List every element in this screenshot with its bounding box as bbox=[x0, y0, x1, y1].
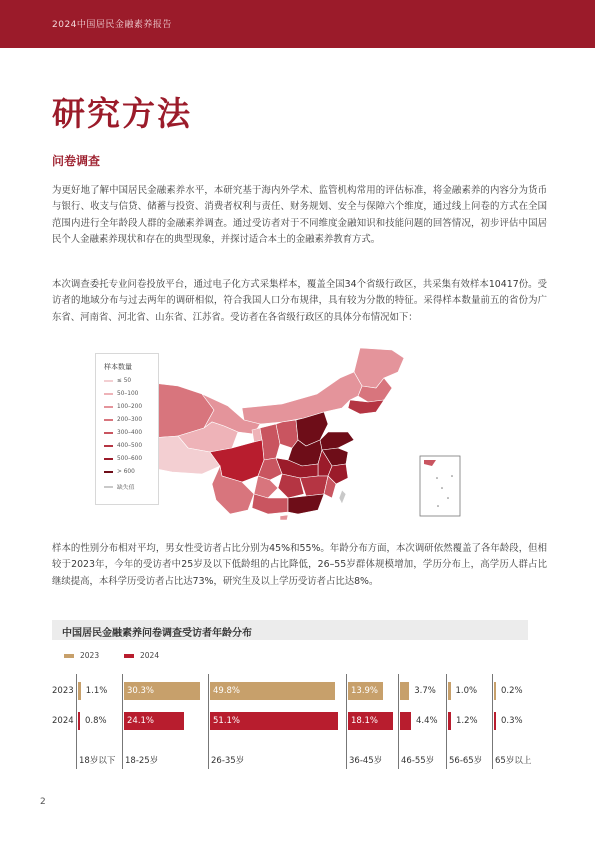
legend-swatch bbox=[104, 471, 113, 473]
row-label-2024: 2024 bbox=[52, 716, 74, 726]
bar-value-label: 0.3% bbox=[501, 716, 523, 726]
legend-item: 缺失值 bbox=[104, 482, 134, 491]
map-legend bbox=[95, 353, 159, 505]
bar-value-label: 4.4% bbox=[416, 716, 438, 726]
map-region-guizhou bbox=[254, 476, 278, 498]
legend-label-2023: 2023 bbox=[80, 651, 100, 660]
legend-item: ≤ 50 bbox=[104, 378, 131, 384]
legend-item: 50–100 bbox=[104, 391, 138, 397]
legend-swatch bbox=[104, 380, 113, 382]
category-separator bbox=[492, 674, 493, 769]
row-label-2023: 2023 bbox=[52, 686, 74, 696]
legend-swatch bbox=[104, 486, 113, 488]
chart-title: 中国居民金融素养问卷调查受访者年龄分布 bbox=[62, 628, 252, 639]
bar-2024-5 bbox=[448, 712, 451, 730]
map-region-heilongjiang bbox=[354, 348, 404, 388]
legend-item: 500–600 bbox=[104, 456, 142, 462]
bar-2023-0 bbox=[78, 682, 81, 700]
legend-swatch-2023 bbox=[64, 654, 74, 658]
map-region-hainan bbox=[280, 515, 288, 520]
bar-2024-0 bbox=[78, 712, 80, 730]
category-separator bbox=[76, 674, 77, 769]
legend-swatch bbox=[104, 419, 113, 421]
bar-2023-5 bbox=[448, 682, 451, 700]
map-region-liaoning bbox=[348, 400, 384, 414]
legend-item: > 600 bbox=[104, 469, 135, 475]
bar-value-label: 30.3% bbox=[127, 686, 155, 696]
category-label: 36-45岁 bbox=[349, 756, 383, 766]
paragraph-intro: 为更好地了解中国居民金融素养水平，本研究基于海内外学术、监管机构常用的评估标准，将金融素养的内容分为货币与银行、收支与信贷、储蓄与投资、消费者权利与责任、财务规划、安全与保障六个维度，通过线上问卷的方式在全国范围内进行全年龄段人群的金融素养调查。通过受访者对于不同维度金融知识和技能问题的回答情况，初步评估中国居民个人金融素养现状和存在的典型现象，并探讨适合本土的金融素养教育方式。 bbox=[52, 185, 547, 246]
bar-value-label: 0.8% bbox=[85, 716, 107, 726]
map-region-jiangxi bbox=[300, 476, 328, 496]
category-separator bbox=[346, 674, 347, 769]
legend-item: 300–400 bbox=[104, 430, 142, 436]
legend-item: 200–300 bbox=[104, 417, 142, 423]
map-region-guangxi bbox=[252, 494, 288, 514]
category-separator bbox=[122, 674, 123, 769]
report-title: 2024中国居民金融素养报告 bbox=[52, 20, 172, 30]
bar-2024-4 bbox=[400, 712, 411, 730]
section-title: 问卷调查 bbox=[52, 154, 101, 168]
legend-item: 100–200 bbox=[104, 404, 142, 410]
category-label: 56-65岁 bbox=[449, 756, 483, 766]
bar-value-label: 13.9% bbox=[351, 686, 379, 696]
paragraph-sampling: 本次调查委托专业问卷投放平台，通过电子化方式采集样本，覆盖全国34个省级行政区，共采集有效样本10417份。受访者的地域分布与过去两年的调研相似，符合我国人口分布规律，具有较为分散的特征。采得样本数量前五的省份为广东省、河南省、河北省、山东省、江苏省。受访者在各省级行政区的具体分布情况如下： bbox=[52, 279, 547, 323]
bar-2023-6 bbox=[494, 682, 496, 700]
category-label: 46-55岁 bbox=[401, 756, 435, 766]
legend-swatch bbox=[104, 458, 113, 460]
bar-value-label: 51.1% bbox=[213, 716, 241, 726]
category-separator bbox=[398, 674, 399, 769]
category-separator bbox=[208, 674, 209, 769]
legend-swatch bbox=[104, 406, 113, 408]
map-region-inner-mongolia bbox=[242, 372, 362, 424]
south-china-sea-inset bbox=[420, 456, 460, 516]
category-separator bbox=[446, 674, 447, 769]
legend-swatch-2024 bbox=[124, 654, 134, 658]
map-region-taiwan bbox=[339, 490, 346, 504]
page-title: 研究方法 bbox=[52, 94, 192, 133]
bar-value-label: 0.2% bbox=[501, 686, 523, 696]
category-label: 26-35岁 bbox=[211, 756, 245, 766]
category-label: 18岁以下 bbox=[79, 756, 116, 766]
chart-legend-2023 bbox=[64, 651, 99, 660]
bar-2024-6 bbox=[494, 712, 496, 730]
paragraph-demographics: 样本的性别分布相对平均，男女性受访者占比分别为45%和55%。年龄分布方面，本次调研依然覆盖了各年龄段，但相较于2023年，今年的受访者中25岁及以下低龄组的占比降低，26–55岁群体规模增加，学历分布上，高学历人群占比继续提高，本科学历受访者占比达73%，研究生及以上学历受访者占比达8%。 bbox=[52, 543, 547, 587]
bar-value-label: 24.1% bbox=[127, 716, 155, 726]
bar-value-label: 49.8% bbox=[213, 686, 241, 696]
chart-legend-2024 bbox=[124, 651, 159, 660]
category-label: 65岁以上 bbox=[495, 756, 532, 766]
map-region-guangdong bbox=[288, 494, 324, 514]
legend-swatch bbox=[104, 432, 113, 434]
legend-swatch bbox=[104, 393, 113, 395]
legend-item: 400–500 bbox=[104, 443, 142, 449]
legend-swatch bbox=[104, 445, 113, 447]
bar-2023-4 bbox=[400, 682, 409, 700]
header-bar bbox=[0, 0, 595, 48]
bar-value-label: 3.7% bbox=[414, 686, 436, 696]
bar-value-label: 1.2% bbox=[456, 716, 478, 726]
category-label: 18-25岁 bbox=[125, 756, 159, 766]
legend-label-2024: 2024 bbox=[140, 651, 160, 660]
bar-value-label: 1.0% bbox=[455, 686, 478, 696]
map-legend-title: 样本数量 bbox=[104, 363, 132, 371]
map-region-shandong bbox=[320, 432, 354, 450]
page-number: 2 bbox=[40, 797, 46, 807]
bar-value-label: 1.1% bbox=[85, 686, 108, 696]
bar-value-label: 18.1% bbox=[351, 716, 379, 726]
chart-header bbox=[52, 620, 528, 640]
